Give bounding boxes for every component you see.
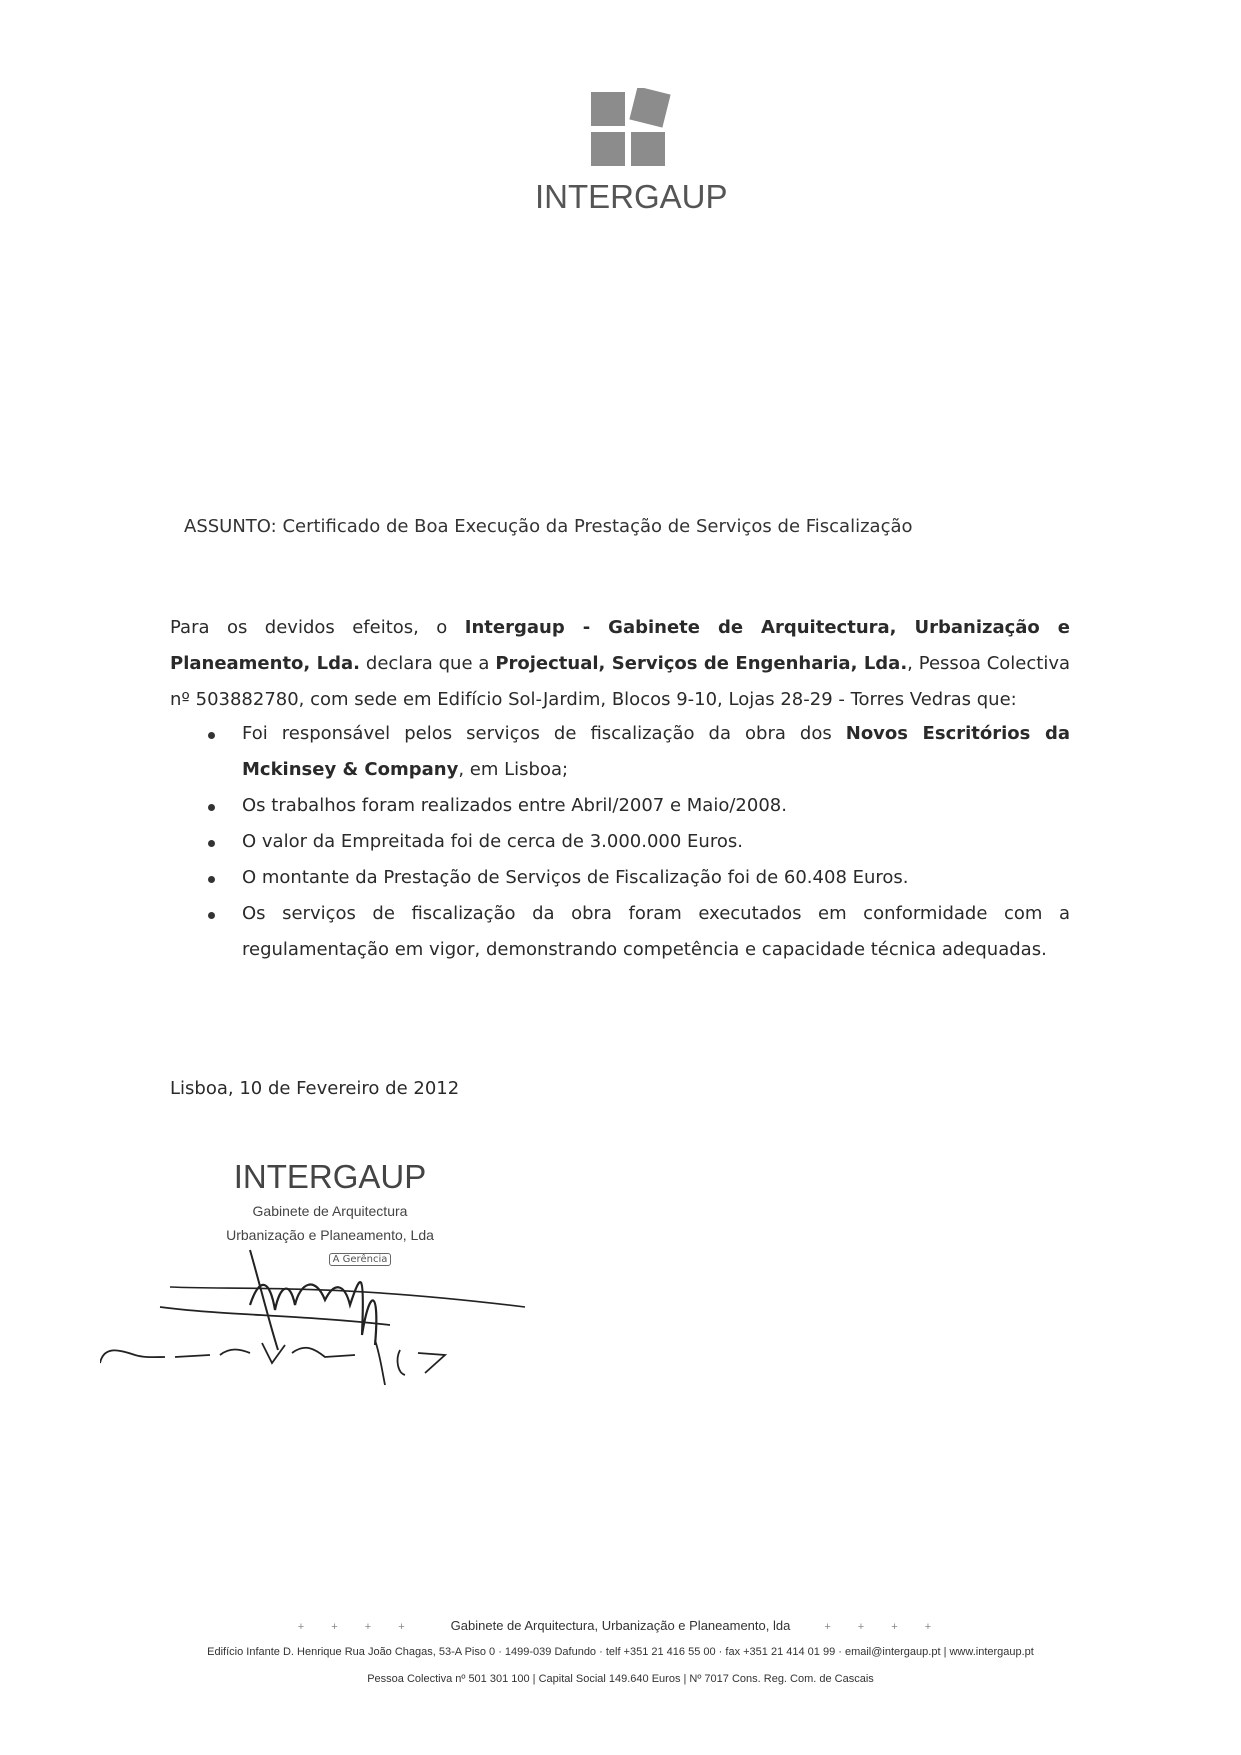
stamp-line-1: Gabinete de Arquitectura: [252, 1203, 408, 1219]
bullet-item: Os serviços de fiscalização da obra foram executados em conformidade com a regulamentação em vigor, demonstrando competência e capacidade técnica adequadas.: [190, 896, 1070, 968]
stamp-company-name: INTERGAUP: [233, 1158, 427, 1195]
place-date: Lisboa, 10 de Fevereiro de 2012: [170, 1078, 460, 1099]
body-text-part: Para os devidos efeitos, o: [170, 617, 465, 638]
stamp-line-3: A Gerência: [329, 1253, 392, 1266]
intergaup-logo-icon: [585, 88, 675, 168]
signature-icon: [100, 1245, 530, 1395]
footer-crosses-right: + + + +: [824, 1621, 944, 1633]
subject-line: ASSUNTO: Certificado de Boa Execução da Prestação de Serviços de Fiscalização: [184, 516, 913, 537]
bullet-item: [190, 716, 1070, 788]
company-logo: [535, 88, 728, 216]
bullet-text: Foi responsável pelos serviços de fiscalização da obra dos: [242, 723, 846, 744]
body-text-part: declara que a: [360, 653, 496, 674]
bullet-list: [190, 716, 1070, 968]
footer-company: [0, 1618, 1241, 1633]
project-name: Novos Escritórios da Mckinsey & Company: [242, 723, 1070, 780]
contractor-name: Projectual, Serviços de Engenharia, Lda.: [495, 653, 908, 674]
bullet-item: O valor da Empreitada foi de cerca de 3.000.000 Euros.: [190, 824, 1070, 860]
footer-address: Edifício Infante D. Henrique Rua João Chagas, 53-A Piso 0 · 1499-039 Dafundo · telf +351 21 416 55 00 · fax +351 21 414 01 99 · email@intergaup.pt | www.intergaup.pt: [207, 1646, 1034, 1658]
bullet-item: O montante da Prestação de Serviços de Fiscalização foi de 60.408 Euros.: [190, 860, 1070, 896]
body-text-part: , Pessoa Colectiva nº 503882780, com sede em Edifício Sol-Jardim, Blocos 9-10, Lojas 28-29 - Torres Vedras que:: [170, 653, 1071, 710]
stamp-line-2: Urbanização e Planeamento, Lda: [226, 1227, 434, 1243]
logo-text: INTERGAUP: [535, 178, 728, 215]
issuer-name: Intergaup - Gabinete de Arquitectura, Urbanização e Planeamento, Lda.: [170, 617, 1070, 674]
footer-company-name: Gabinete de Arquitectura, Urbanização e Planeamento, lda: [450, 1618, 791, 1633]
bullet-item: Os trabalhos foram realizados entre Abril/2007 e Maio/2008.: [190, 788, 1070, 824]
body-paragraph: [170, 610, 1070, 718]
bullet-text: , em Lisboa;: [458, 759, 569, 780]
footer-crosses-left: + + + +: [297, 1621, 417, 1633]
footer-registry: Pessoa Colectiva nº 501 301 100 | Capital Social 149.640 Euros | Nº 7017 Cons. Reg. Com. de Cascais: [367, 1673, 874, 1685]
